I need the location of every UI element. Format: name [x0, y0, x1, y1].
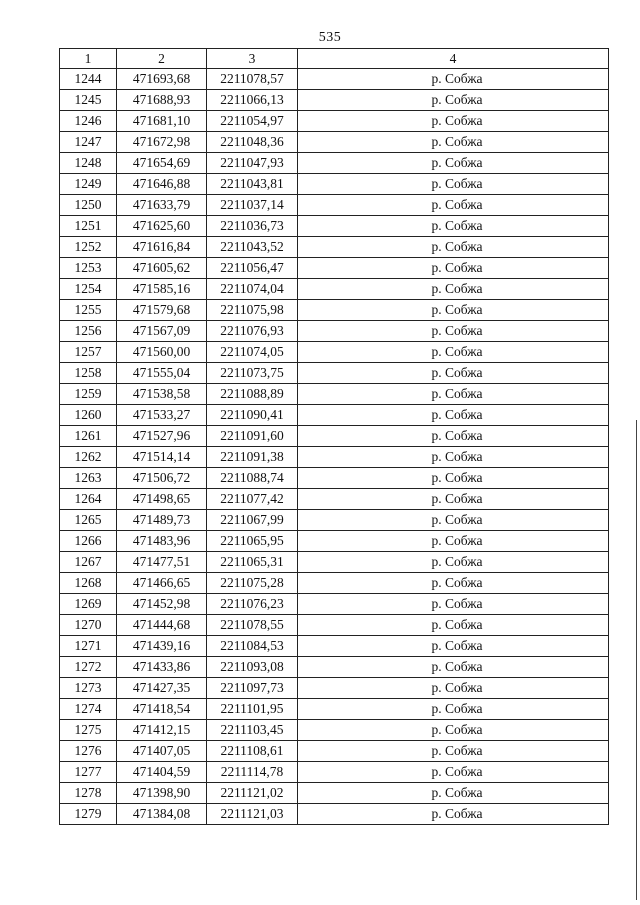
x-coordinate-cell: 471506,72 [117, 468, 207, 489]
x-coordinate-cell: 471498,65 [117, 489, 207, 510]
x-coordinate-cell: 471567,09 [117, 321, 207, 342]
scan-edge-line [636, 420, 637, 900]
y-coordinate-cell: 2211074,04 [207, 279, 298, 300]
table-row [60, 132, 609, 153]
description-cell: р. Собжа [298, 90, 609, 111]
description-cell: р. Собжа [298, 195, 609, 216]
point-number-cell: 1273 [60, 678, 117, 699]
x-coordinate-cell: 471404,59 [117, 762, 207, 783]
table-row [60, 489, 609, 510]
x-coordinate-cell: 471483,96 [117, 531, 207, 552]
x-coordinate-cell: 471433,86 [117, 657, 207, 678]
table-row [60, 384, 609, 405]
table-row [60, 804, 609, 825]
table-row [60, 720, 609, 741]
y-coordinate-cell: 2211093,08 [207, 657, 298, 678]
table-row [60, 426, 609, 447]
x-coordinate-cell: 471452,98 [117, 594, 207, 615]
table-row [60, 90, 609, 111]
point-number-cell: 1279 [60, 804, 117, 825]
x-coordinate-cell: 471514,14 [117, 447, 207, 468]
description-cell: р. Собжа [298, 111, 609, 132]
point-number-cell: 1261 [60, 426, 117, 447]
description-cell: р. Собжа [298, 741, 609, 762]
y-coordinate-cell: 2211067,99 [207, 510, 298, 531]
description-cell: р. Собжа [298, 237, 609, 258]
table-row [60, 678, 609, 699]
x-coordinate-cell: 471560,00 [117, 342, 207, 363]
point-number-cell: 1262 [60, 447, 117, 468]
x-coordinate-cell: 471477,51 [117, 552, 207, 573]
table-row [60, 195, 609, 216]
description-cell: р. Собжа [298, 321, 609, 342]
x-coordinate-cell: 471466,65 [117, 573, 207, 594]
y-coordinate-cell: 2211074,05 [207, 342, 298, 363]
coordinates-table-container [59, 48, 608, 825]
point-number-cell: 1255 [60, 300, 117, 321]
point-number-cell: 1275 [60, 720, 117, 741]
description-cell: р. Собжа [298, 615, 609, 636]
y-coordinate-cell: 2211054,97 [207, 111, 298, 132]
y-coordinate-cell: 2211065,95 [207, 531, 298, 552]
y-coordinate-cell: 2211065,31 [207, 552, 298, 573]
table-row [60, 615, 609, 636]
y-coordinate-cell: 2211048,36 [207, 132, 298, 153]
x-coordinate-cell: 471688,93 [117, 90, 207, 111]
column-header-point: 1 [60, 49, 117, 69]
table-row [60, 510, 609, 531]
point-number-cell: 1268 [60, 573, 117, 594]
table-row [60, 468, 609, 489]
x-coordinate-cell: 471489,73 [117, 510, 207, 531]
x-coordinate-cell: 471538,58 [117, 384, 207, 405]
x-coordinate-cell: 471398,90 [117, 783, 207, 804]
description-cell: р. Собжа [298, 342, 609, 363]
table-row [60, 405, 609, 426]
y-coordinate-cell: 2211066,13 [207, 90, 298, 111]
table-row [60, 69, 609, 90]
description-cell: р. Собжа [298, 804, 609, 825]
coordinates-table [59, 48, 609, 825]
y-coordinate-cell: 2211088,89 [207, 384, 298, 405]
y-coordinate-cell: 2211091,38 [207, 447, 298, 468]
description-cell: р. Собжа [298, 699, 609, 720]
point-number-cell: 1252 [60, 237, 117, 258]
description-cell: р. Собжа [298, 447, 609, 468]
table-row [60, 216, 609, 237]
description-cell: р. Собжа [298, 489, 609, 510]
point-number-cell: 1263 [60, 468, 117, 489]
y-coordinate-cell: 2211056,47 [207, 258, 298, 279]
y-coordinate-cell: 2211108,61 [207, 741, 298, 762]
description-cell: р. Собжа [298, 678, 609, 699]
table-row [60, 636, 609, 657]
point-number-cell: 1248 [60, 153, 117, 174]
y-coordinate-cell: 2211084,53 [207, 636, 298, 657]
y-coordinate-cell: 2211091,60 [207, 426, 298, 447]
x-coordinate-cell: 471579,68 [117, 300, 207, 321]
x-coordinate-cell: 471605,62 [117, 258, 207, 279]
point-number-cell: 1254 [60, 279, 117, 300]
table-row [60, 321, 609, 342]
table-row [60, 531, 609, 552]
table-row [60, 573, 609, 594]
y-coordinate-cell: 2211121,03 [207, 804, 298, 825]
description-cell: р. Собжа [298, 426, 609, 447]
table-row [60, 447, 609, 468]
table-row [60, 258, 609, 279]
x-coordinate-cell: 471646,88 [117, 174, 207, 195]
y-coordinate-cell: 2211078,55 [207, 615, 298, 636]
point-number-cell: 1251 [60, 216, 117, 237]
y-coordinate-cell: 2211101,95 [207, 699, 298, 720]
x-coordinate-cell: 471412,15 [117, 720, 207, 741]
point-number-cell: 1244 [60, 69, 117, 90]
point-number-cell: 1257 [60, 342, 117, 363]
point-number-cell: 1250 [60, 195, 117, 216]
table-row [60, 300, 609, 321]
description-cell: р. Собжа [298, 783, 609, 804]
table-row [60, 237, 609, 258]
table-body [60, 69, 609, 825]
y-coordinate-cell: 2211077,42 [207, 489, 298, 510]
y-coordinate-cell: 2211047,93 [207, 153, 298, 174]
x-coordinate-cell: 471427,35 [117, 678, 207, 699]
table-row [60, 111, 609, 132]
description-cell: р. Собжа [298, 531, 609, 552]
table-row [60, 783, 609, 804]
y-coordinate-cell: 2211076,93 [207, 321, 298, 342]
x-coordinate-cell: 471672,98 [117, 132, 207, 153]
description-cell: р. Собжа [298, 279, 609, 300]
y-coordinate-cell: 2211090,41 [207, 405, 298, 426]
table-row [60, 174, 609, 195]
y-coordinate-cell: 2211114,78 [207, 762, 298, 783]
x-coordinate-cell: 471616,84 [117, 237, 207, 258]
table-row [60, 657, 609, 678]
table-row [60, 594, 609, 615]
table-row [60, 363, 609, 384]
description-cell: р. Собжа [298, 405, 609, 426]
y-coordinate-cell: 2211073,75 [207, 363, 298, 384]
table-row [60, 342, 609, 363]
y-coordinate-cell: 2211037,14 [207, 195, 298, 216]
x-coordinate-cell: 471633,79 [117, 195, 207, 216]
point-number-cell: 1265 [60, 510, 117, 531]
description-cell: р. Собжа [298, 258, 609, 279]
point-number-cell: 1245 [60, 90, 117, 111]
y-coordinate-cell: 2211075,98 [207, 300, 298, 321]
table-row [60, 153, 609, 174]
point-number-cell: 1277 [60, 762, 117, 783]
x-coordinate-cell: 471418,54 [117, 699, 207, 720]
point-number-cell: 1274 [60, 699, 117, 720]
y-coordinate-cell: 2211036,73 [207, 216, 298, 237]
description-cell: р. Собжа [298, 720, 609, 741]
point-number-cell: 1249 [60, 174, 117, 195]
y-coordinate-cell: 2211043,52 [207, 237, 298, 258]
description-cell: р. Собжа [298, 573, 609, 594]
x-coordinate-cell: 471384,08 [117, 804, 207, 825]
y-coordinate-cell: 2211097,73 [207, 678, 298, 699]
x-coordinate-cell: 471439,16 [117, 636, 207, 657]
x-coordinate-cell: 471654,69 [117, 153, 207, 174]
point-number-cell: 1260 [60, 405, 117, 426]
description-cell: р. Собжа [298, 363, 609, 384]
x-coordinate-cell: 471693,68 [117, 69, 207, 90]
x-coordinate-cell: 471533,27 [117, 405, 207, 426]
point-number-cell: 1278 [60, 783, 117, 804]
point-number-cell: 1247 [60, 132, 117, 153]
point-number-cell: 1267 [60, 552, 117, 573]
y-coordinate-cell: 2211103,45 [207, 720, 298, 741]
table-row [60, 279, 609, 300]
table-row [60, 741, 609, 762]
description-cell: р. Собжа [298, 153, 609, 174]
description-cell: р. Собжа [298, 636, 609, 657]
table-row [60, 552, 609, 573]
y-coordinate-cell: 2211075,28 [207, 573, 298, 594]
x-coordinate-cell: 471625,60 [117, 216, 207, 237]
point-number-cell: 1276 [60, 741, 117, 762]
table-row [60, 762, 609, 783]
description-cell: р. Собжа [298, 174, 609, 195]
description-cell: р. Собжа [298, 657, 609, 678]
description-cell: р. Собжа [298, 216, 609, 237]
y-coordinate-cell: 2211088,74 [207, 468, 298, 489]
x-coordinate-cell: 471585,16 [117, 279, 207, 300]
x-coordinate-cell: 471527,96 [117, 426, 207, 447]
column-header-y: 3 [207, 49, 298, 69]
table-header [60, 49, 609, 69]
column-header-description: 4 [298, 49, 609, 69]
point-number-cell: 1270 [60, 615, 117, 636]
x-coordinate-cell: 471407,05 [117, 741, 207, 762]
description-cell: р. Собжа [298, 384, 609, 405]
description-cell: р. Собжа [298, 468, 609, 489]
description-cell: р. Собжа [298, 69, 609, 90]
x-coordinate-cell: 471681,10 [117, 111, 207, 132]
point-number-cell: 1259 [60, 384, 117, 405]
point-number-cell: 1269 [60, 594, 117, 615]
y-coordinate-cell: 2211076,23 [207, 594, 298, 615]
point-number-cell: 1256 [60, 321, 117, 342]
description-cell: р. Собжа [298, 300, 609, 321]
description-cell: р. Собжа [298, 762, 609, 783]
description-cell: р. Собжа [298, 594, 609, 615]
y-coordinate-cell: 2211121,02 [207, 783, 298, 804]
table-row [60, 699, 609, 720]
point-number-cell: 1272 [60, 657, 117, 678]
page-number: 535 [318, 30, 342, 45]
point-number-cell: 1258 [60, 363, 117, 384]
y-coordinate-cell: 2211078,57 [207, 69, 298, 90]
y-coordinate-cell: 2211043,81 [207, 174, 298, 195]
point-number-cell: 1264 [60, 489, 117, 510]
header-row [60, 49, 609, 69]
x-coordinate-cell: 471444,68 [117, 615, 207, 636]
column-header-x: 2 [117, 49, 207, 69]
point-number-cell: 1266 [60, 531, 117, 552]
description-cell: р. Собжа [298, 510, 609, 531]
description-cell: р. Собжа [298, 552, 609, 573]
x-coordinate-cell: 471555,04 [117, 363, 207, 384]
point-number-cell: 1253 [60, 258, 117, 279]
point-number-cell: 1271 [60, 636, 117, 657]
description-cell: р. Собжа [298, 132, 609, 153]
point-number-cell: 1246 [60, 111, 117, 132]
